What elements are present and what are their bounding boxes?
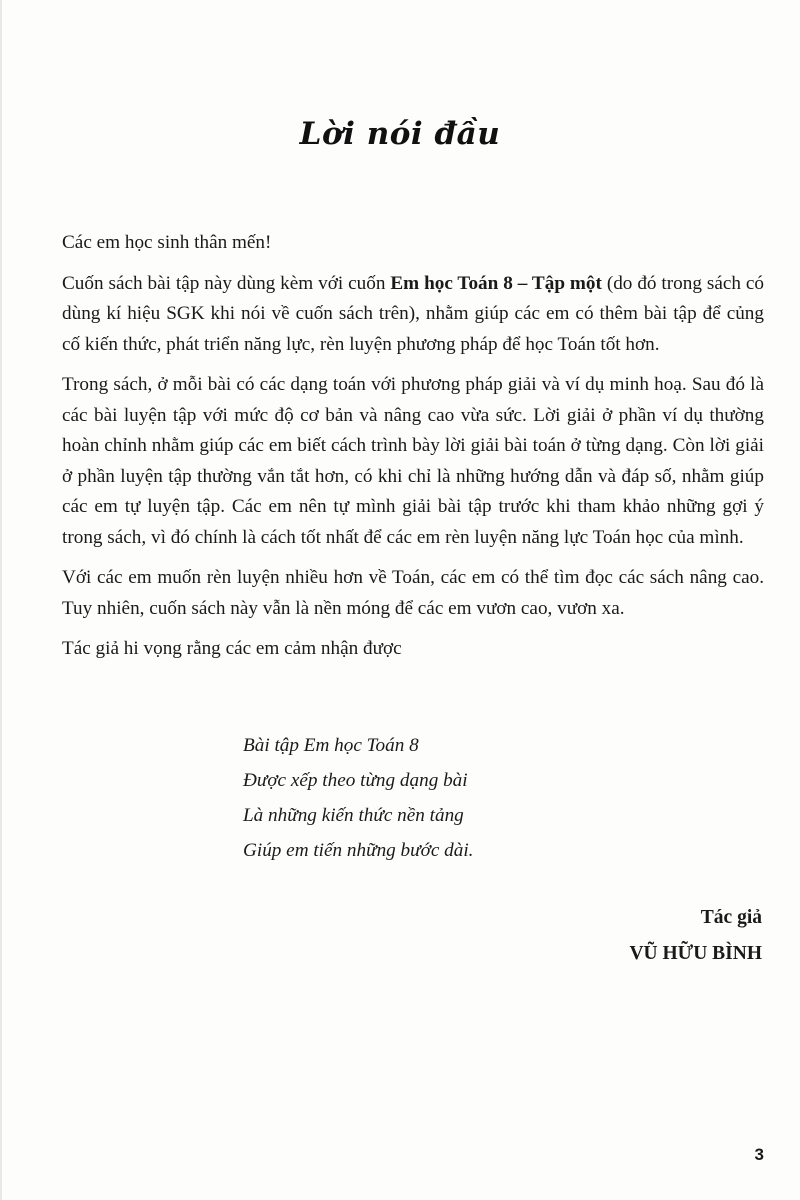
paragraph-2: Trong sách, ở mỗi bài có các dạng toán với phương pháp giải và ví dụ minh hoạ. Sau đó là các bài luyện tập với mức độ cơ bản và nâng cao vừa sức. Lời giải ở phần ví dụ thường hoàn chỉnh nhằm giúp các em biết cách trình bày lời giải bài toán ở từng dạng. Còn lời giải ở phần luyện tập thường vắn tắt hơn, có khi chỉ là những hướng dẫn và đáp số, nhằm giúp các em tự luyện tập. Các em nên tự mình giải bài tập trước khi tham khảo những gợi ý trong sách, vì đó chính là cách tốt nhất để các em rèn luyện năng lực Toán học của mình.: [62, 374, 764, 548]
paragraph-1: [62, 269, 764, 361]
author-role: Tác giả: [700, 907, 762, 928]
paragraph-1-rest: (do đó trong sách có dùng kí hiệu SGK khi nói về cuốn sách trên), nhằm giúp các em có thêm bài tập để củng cố kiến thức, phát triển năng lực, rèn luyện phương pháp để học Toán tốt hơn.: [62, 272, 764, 355]
greeting-line: Các em học sinh thân mến!: [62, 232, 272, 253]
paragraph-4: Tác giả hi vọng rằng các em cảm nhận được: [62, 638, 402, 659]
poem-block: [243, 728, 473, 868]
page-number: 3: [754, 1145, 764, 1164]
book-title: Em học Toán 8 – Tập một: [390, 272, 602, 294]
page-title: Lời nói đầu: [299, 116, 501, 152]
author-name: VŨ HỮU BÌNH: [629, 943, 762, 964]
preface-body: [62, 228, 764, 675]
poem-line: Bài tập Em học Toán 8: [243, 735, 419, 756]
paragraph-1-lead: Cuốn sách bài tập này dùng kèm với cuốn: [62, 272, 391, 294]
poem-line: Giúp em tiến những bước dài.: [243, 840, 474, 861]
poem-line: Được xếp theo từng dạng bài: [243, 770, 468, 791]
author-signature: [629, 900, 762, 972]
paragraph-3: Với các em muốn rèn luyện nhiều hơn về Toán, các em có thể tìm đọc các sách nâng cao. Tuy nhiên, cuốn sách này vẫn là nền móng để các em vươn cao, vươn xa.: [62, 567, 764, 619]
poem-line: Là những kiến thức nền tảng: [243, 805, 464, 826]
page-edge: [0, 0, 2, 1200]
